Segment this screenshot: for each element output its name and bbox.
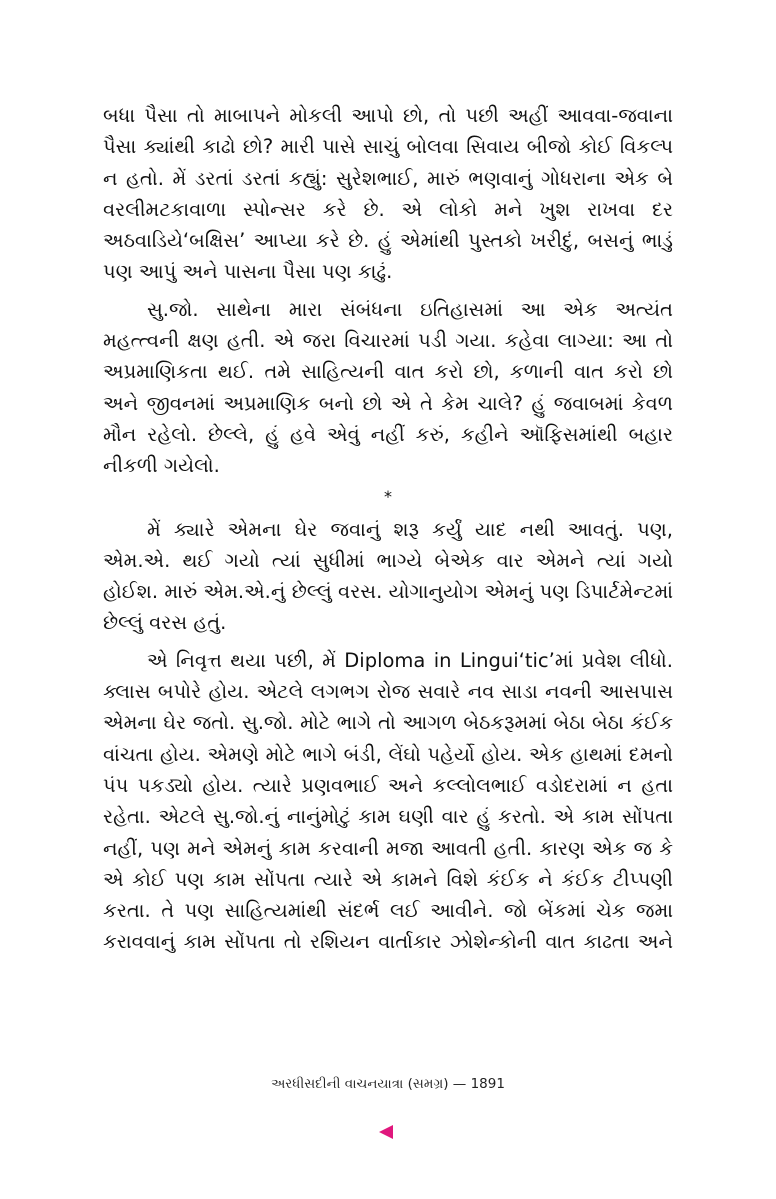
section-separator: * bbox=[384, 486, 392, 506]
paragraph-1: બધા પૈસા તો માબાપને મોકલી આપો છો, તો પછી અહીં આવવા-જવાના પૈસા ક્યાંથી કાઢો છો? મારી પાસે સાચું બોલવા સિવાય બીજો કોઈ વિકલ્પ ન હતો. મેં ડરતાં ડરતાં કહ્યું: સુરેશભાઈ, મારું ભણવાનું ગોધરાના એક બે વરલીમટકાવાળા સ્પોન્સર કરે છે. એ લોકો મને ખુશ રાખવા દર અઠવાડિયે‘બક્ષિસ’ આપ્યા કરે છે. હું એમાંથી પુસ્તકો ખરીદું, બસનું ભાડું પણ આપું અને પાસના પૈસા પણ કાઢું. bbox=[103, 104, 673, 284]
paragraph-3: મેં ક્યારે એમના ઘેર જવાનું શરૂ કર્યું યાદ નથી આવતું. પણ, એમ.એ. થઈ ગયો ત્યાં સુધીમાં ભાગ્યે બેએક વાર એમને ત્યાં ગયો હોઈશ. મારું એમ.એ.નું છેલ્લું વરસ. યોગાનુયોગ એમનું પણ ડિપાર્ટમેન્ટમાં છેલ્લું વરસ હતું. bbox=[103, 517, 673, 635]
page-footer: અરધીસદીની વાચનયાત્રા (સમગ્ર) — 1891 bbox=[271, 1076, 505, 1092]
paragraph-4: એ નિવૃત્ત થયા પછી, મેં Diploma in Lingui‘tic’માં પ્રવેશ લીધો. ક્લાસ બપોરે હોય. એટલે લગભગ રોજ સવારે નવ સાડા નવની આસપાસ એમના ઘેર જતો. સુ.જો. મોટે ભાગે તો આગળ બેઠકરૂમમાં બેઠા બેઠા કંઈક વાંચતા હોય. એમણે મોટે ભાગે બંડી, લેંઘો પહેર્યો હોય. એક હાથમાં દમનો પંપ પકડ્યો હોય. ત્યારે પ્રણવભાઈ અને કલ્લોલભાઈ વડોદરામાં ન હતા રહેતા. એટલે સુ.જો.નું નાનુંમોટું કામ ઘણી વાર હું કરતો. એ કામ સોંપતા નહીં, પણ મને એમનું કામ કરવાની મજા આવતી હતી. કારણ એક જ કે એ કોઈ પણ કામ સોંપતા ત્યારે એ કામને વિશે કંઈક ને કંઈક ટીપ્પણી કરતા. તે પણ સાહિત્યમાંથી સંદર્ભ લઈ આવીને. જો બેંકમાં ચેક જમા કરાવવાનું કામ સોંપતા તો રશિયન વાર્તાકાર ઝોશેન્કોની વાત કાઢતા અને bbox=[103, 648, 673, 954]
previous-page-arrow-icon[interactable] bbox=[376, 1122, 396, 1142]
page-body bbox=[103, 100, 673, 958]
paragraph-2: સુ.જો. સાથેના મારા સંબંધના ઇતિહાસમાં આ એક અત્યંત મહત્ત્વની ક્ષણ હતી. એ જરા વિચારમાં પડી ગયા. કહેવા લાગ્યા: આ તો અપ્રમાણિકતા થઈ. તમે સાહિત્યની વાત કરો છો, કળાની વાત કરો છો અને જીવનમાં અપ્રમાણિક બનો છો એ તે કેમ ચાલે? હું જવાબમાં કેવળ મૌન રહેલો. છેલ્લે, હું હવે એવું નહીં કરું, કહીને ઑફિસમાંથી બહાર નીકળી ગયેલો. bbox=[103, 297, 673, 478]
